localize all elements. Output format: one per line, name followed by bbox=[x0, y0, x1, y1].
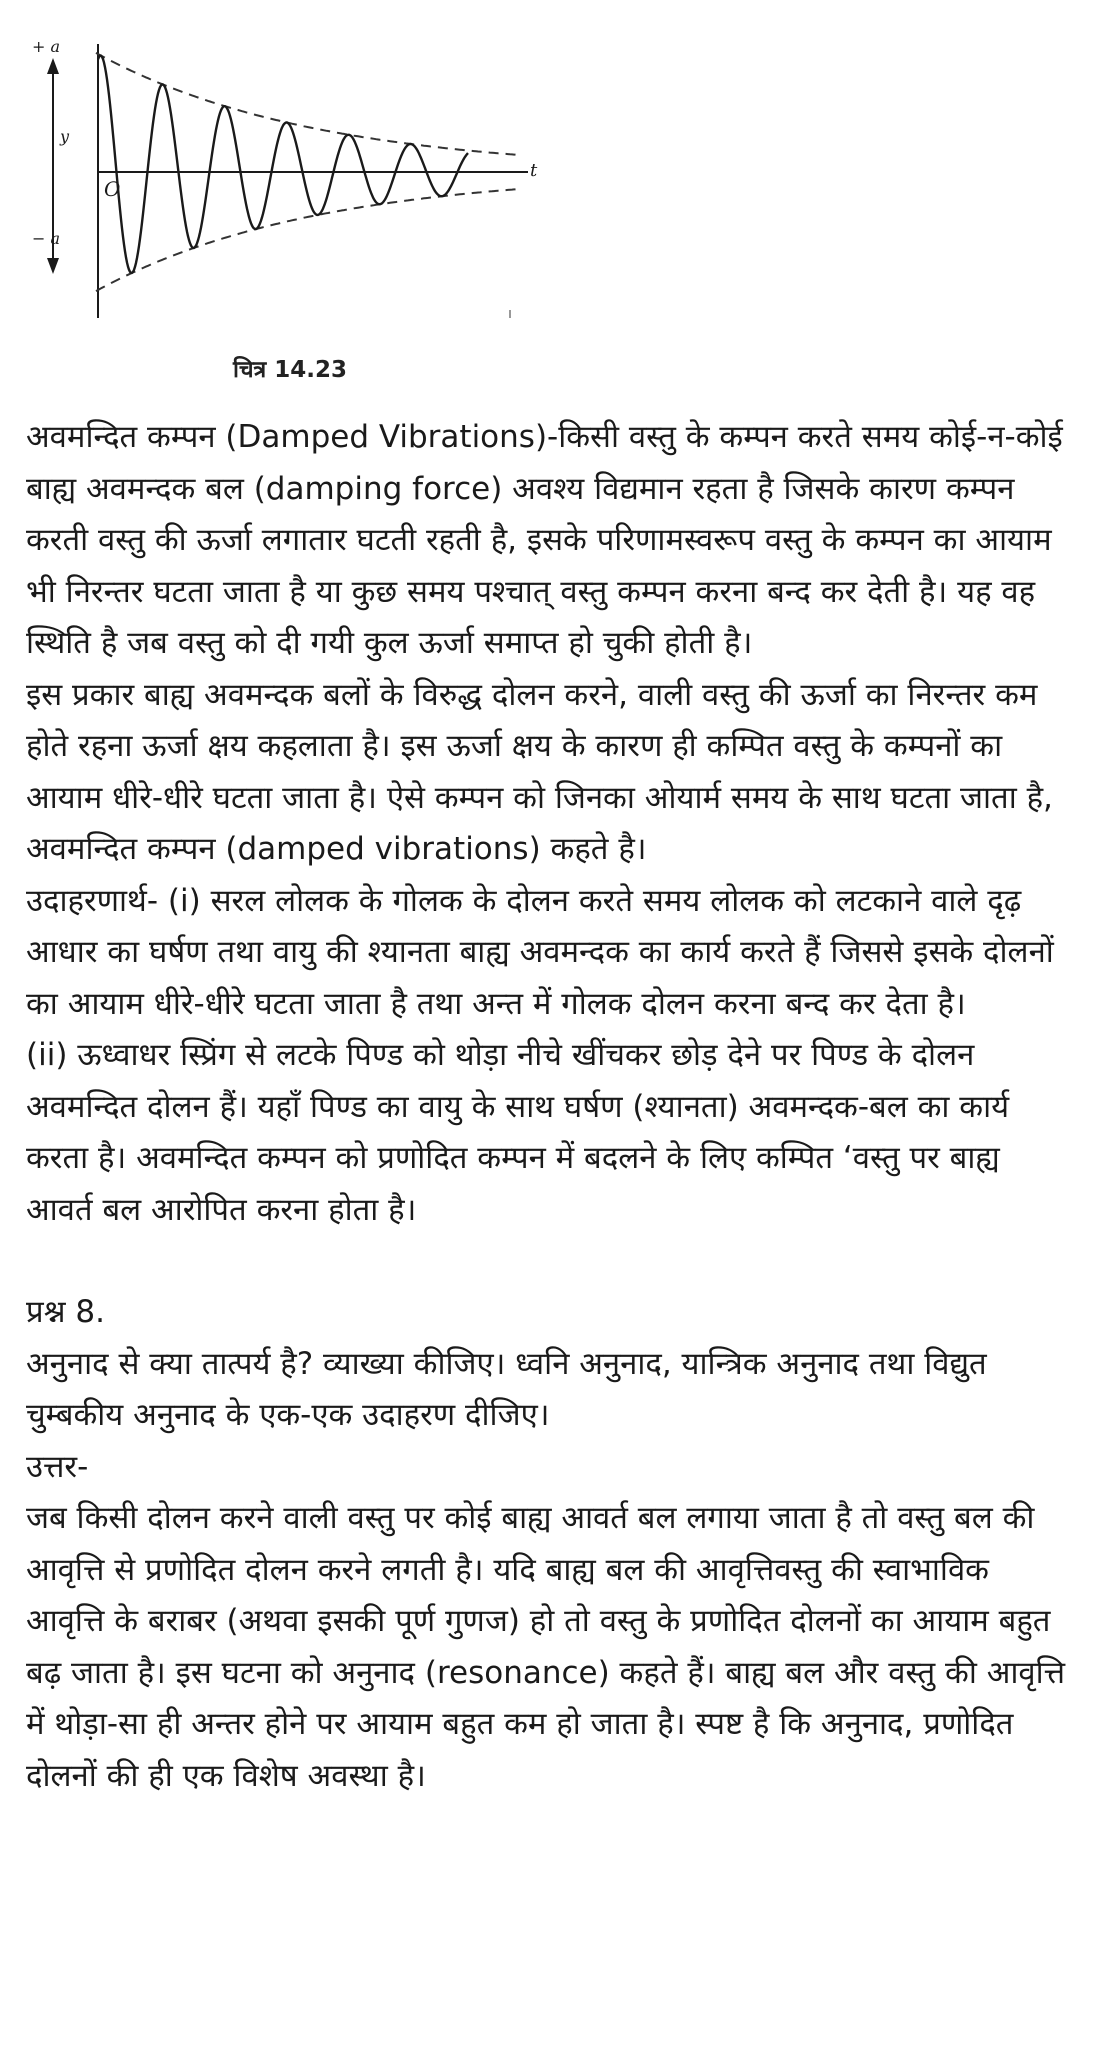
lower-envelope bbox=[96, 189, 522, 291]
damped-wave bbox=[98, 56, 468, 273]
label-plus-a: + a bbox=[32, 37, 61, 56]
answer-label: उत्तर- bbox=[26, 1448, 89, 1485]
question-label: प्रश्न 8. bbox=[26, 1294, 105, 1330]
question-text: अनुनाद से क्या तात्पर्य है? व्याख्या कीजिए। ध्वनि अनुनाद, यान्त्रिक अनुनाद तथा विद्युत चुम्बकीय अनुनाद के एक-एक उदाहरण दीजिए। bbox=[26, 1345, 987, 1433]
paragraph-energy-loss: इस प्रकार बाह्य अवमन्दक बलों के विरुद्ध दोलन करने, वाली वस्तु की ऊर्जा का निरन्तर कम होते रहना ऊर्जा क्षय कहलाता है। इस ऊर्जा क्षय के कारण ही कम्पित वस्तु के कम्पनों का आयाम धीरे-धीरे घटता जाता है। ऐसे कम्पन को जिनका ओयार्म समय के साथ घटता जाता है, अवमन्दित कम्पन (damped vibrations) कहते है। bbox=[26, 676, 1053, 867]
upper-envelope bbox=[96, 53, 522, 155]
document-body bbox=[26, 412, 1076, 1802]
label-t: t bbox=[530, 160, 538, 181]
amplitude-arrow-up-head bbox=[47, 58, 59, 74]
damped-wave-diagram bbox=[28, 36, 558, 326]
answer-text: जब किसी दोलन करने वाली वस्तु पर कोई बाह्य आवर्त बल लगाया जाता है तो वस्तु बल की आवृत्ति से प्रणोदित दोलन करने लगती है। यदि बाह्य बल की आवृत्तिवस्तु की स्वाभाविक आवृत्ति के बराबर (अथवा इसकी पूर्ण गुणज) हो तो वस्तु के प्रणोदित दोलनों का आयाम बहुत बढ़ जाता है। इस घटना को अनुनाद (resonance) कहते हैं। बाह्य बल और वस्तु की आवृत्ति में थोड़ा-सा ही अन्तर होने पर आयाम बहुत कम हो जाता है। स्पष्ट है कि अनुनाद, प्रणोदित दोलनों की ही एक विशेष अवस्था है। bbox=[26, 1500, 1066, 1794]
paragraph-damped-vibrations: अवमन्दित कम्पन (Damped Vibrations)-किसी वस्तु के कम्पन करते समय कोई-न-कोई बाह्य अवमन्दक बल (damping force) अवश्य विद्यमान रहता है जिसके कारण कम्पन करती वस्तु की ऊर्जा लगातार घटती रहती है, इसके परिणामस्वरूप वस्तु के कम्पन का आयाम भी निरन्तर घटता जाता है या कुछ समय पश्चात् वस्तु कम्पन करना बन्द कर देती है। यह वह स्थिति है जब वस्तु को दी गयी कुल ऊर्जा समाप्त हो चुकी होती है। bbox=[26, 419, 1063, 661]
paragraph-example-1: उदाहरणार्थ- (i) सरल लोलक के गोलक के दोलन करते समय लोलक को लटकाने वाले दृढ़ आधार का घर्षण तथा वायु की श्यानता बाह्य अवमन्दक का कार्य करते हैं जिससे इसके दोलनों का आयाम धीरे-धीरे घटता जाता है तथा अन्त में गोलक दोलन करना बन्द कर देता है। bbox=[26, 882, 1054, 1022]
amplitude-arrow-down-head bbox=[47, 258, 59, 274]
figure-caption: चित्र 14.23 bbox=[233, 357, 348, 383]
label-y: y bbox=[60, 127, 70, 146]
label-minus-a: − a bbox=[32, 229, 61, 248]
label-origin: O bbox=[104, 177, 121, 201]
spacer bbox=[26, 1236, 1076, 1287]
damped-vibration-figure bbox=[28, 36, 558, 386]
paragraph-example-2: (ii) ऊध्वाधर स्प्रिंग से लटके पिण्ड को थोड़ा नीचे खींचकर छोड़ देने पर पिण्ड के दोलन अवमन्दित दोलन हैं। यहाँ पिण्ड का वायु के साथ घर्षण (श्यानता) अवमन्दक-बल का कार्य करता है। अवमन्दित कम्पन को प्रणोदित कम्पन में बदलने के लिए कम्पित ‘वस्तु पर बाह्य आवर्त बल आरोपित करना होता है। bbox=[26, 1037, 1010, 1228]
